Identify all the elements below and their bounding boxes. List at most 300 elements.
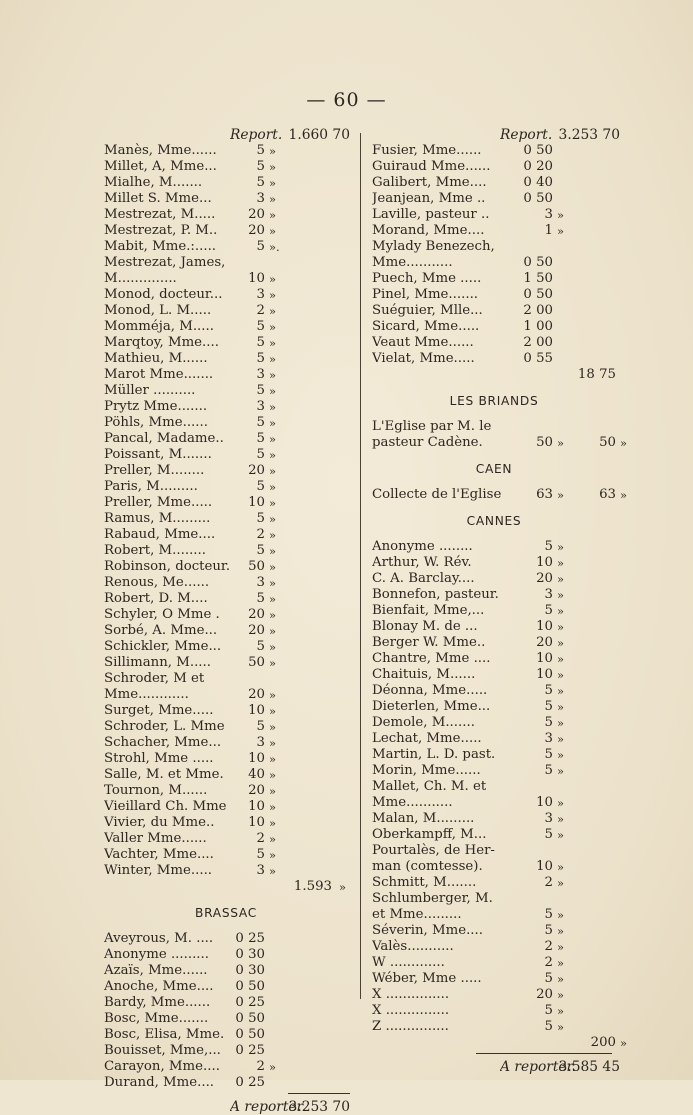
amount-suffix: » bbox=[269, 624, 277, 638]
donation-amount: 5 bbox=[256, 239, 265, 254]
donor-name: Galibert, Mme.... bbox=[372, 175, 487, 190]
amount-suffix: » bbox=[557, 652, 565, 666]
page-number: — 60 — bbox=[306, 89, 387, 111]
amount-suffix: » bbox=[557, 908, 565, 922]
amount-suffix: » bbox=[269, 416, 277, 430]
donor-name: Chantre, Mme .... bbox=[372, 651, 491, 666]
carry-forward-total: 3.585 45 bbox=[558, 1059, 620, 1075]
donation-amount: 10 bbox=[536, 667, 553, 682]
list-item bbox=[368, 143, 620, 159]
brought-forward-row bbox=[368, 127, 620, 143]
donation-amount: 5 bbox=[256, 415, 265, 430]
amount-suffix: » bbox=[269, 320, 277, 334]
donation-amount: 5 bbox=[256, 335, 265, 350]
donor-name: Mialhe, M....... bbox=[104, 175, 203, 190]
donation-amount: 0 50 bbox=[523, 191, 553, 206]
donor-name: Monod, docteur... bbox=[104, 287, 223, 302]
list-item bbox=[100, 303, 352, 319]
donation-amount: 5 bbox=[544, 683, 553, 698]
donation-amount: 10 bbox=[536, 859, 553, 874]
donation-amount: 20 bbox=[248, 783, 265, 798]
list-item bbox=[368, 191, 620, 207]
amount-suffix: » bbox=[557, 436, 565, 450]
subtotal-row bbox=[368, 1035, 628, 1051]
donation-amount: 10 bbox=[536, 795, 553, 810]
donor-name: Azaïs, Mme...... bbox=[104, 963, 208, 978]
donor-name: Millet, A, Mme... bbox=[104, 159, 217, 174]
amount-suffix: » bbox=[269, 864, 277, 878]
donation-amount: 3 bbox=[256, 191, 265, 206]
donation-amount: 5 bbox=[256, 847, 265, 862]
donor-name: Arthur, W. Rév. bbox=[372, 555, 472, 570]
list-item bbox=[368, 795, 620, 811]
donor-name: Valès........... bbox=[372, 939, 454, 954]
list-item bbox=[368, 859, 620, 875]
list-item bbox=[100, 1011, 352, 1027]
list-item bbox=[368, 159, 620, 175]
amount-suffix: » bbox=[269, 736, 277, 750]
amount-suffix: » bbox=[557, 556, 565, 570]
donation-amount: 5 bbox=[256, 719, 265, 734]
list-item bbox=[368, 619, 620, 635]
spacer bbox=[368, 529, 620, 539]
amount-suffix: » bbox=[269, 464, 277, 478]
amount-suffix: » bbox=[269, 512, 277, 526]
donor-name: Mabit, Mme.:..... bbox=[104, 239, 217, 254]
donor-name: Mestrezat, M..... bbox=[104, 207, 216, 222]
donation-amount: 3 bbox=[256, 863, 265, 878]
list-item bbox=[100, 159, 352, 175]
list-item bbox=[100, 623, 352, 639]
donation-amount: 5 bbox=[544, 699, 553, 714]
list-item bbox=[368, 923, 620, 939]
donation-amount: 5 bbox=[256, 175, 265, 190]
list-item bbox=[100, 979, 352, 995]
amount-suffix: » bbox=[269, 528, 277, 542]
donation-amount: 2 00 bbox=[523, 303, 553, 318]
brought-forward-label: Report. bbox=[500, 127, 553, 143]
amount-suffix: » bbox=[269, 224, 277, 238]
amount-suffix: » bbox=[557, 208, 565, 222]
donor-name: Millet S. Mme... bbox=[104, 191, 212, 206]
donor-name: Fusier, Mme...... bbox=[372, 143, 482, 158]
amount-suffix: » bbox=[557, 540, 565, 554]
donation-amount: 2 bbox=[256, 1059, 265, 1074]
list-item bbox=[100, 223, 352, 239]
amount-suffix: » bbox=[557, 716, 565, 730]
donor-name: Vieillard Ch. Mme bbox=[104, 799, 227, 814]
amount-suffix: » bbox=[269, 432, 277, 446]
donor-name: Momméja, M..... bbox=[104, 319, 214, 334]
list-item bbox=[100, 431, 352, 447]
list-item bbox=[368, 955, 620, 971]
donor-name: Schmitt, M....... bbox=[372, 875, 477, 890]
subtotal-row bbox=[100, 879, 352, 895]
donation-amount: 2 00 bbox=[523, 335, 553, 350]
amount-suffix: » bbox=[269, 816, 277, 830]
left-column bbox=[100, 127, 352, 1115]
donor-name: Prytz Mme....... bbox=[104, 399, 208, 414]
amount-suffix: ». bbox=[269, 240, 280, 254]
list-item bbox=[368, 239, 620, 255]
donation-amount: 0 40 bbox=[523, 175, 553, 190]
column-divider bbox=[360, 133, 361, 999]
list-item bbox=[100, 287, 352, 303]
donation-amount: 63 bbox=[536, 487, 553, 502]
donor-name: Oberkampff, M... bbox=[372, 827, 487, 842]
amount-suffix: » bbox=[557, 796, 565, 810]
donation-amount: 2 bbox=[544, 955, 553, 970]
donation-amount: 20 bbox=[536, 571, 553, 586]
list-item bbox=[368, 555, 620, 571]
total-rule bbox=[288, 1093, 350, 1094]
donation-amount: 5 bbox=[256, 511, 265, 526]
donation-amount: 5 bbox=[256, 351, 265, 366]
list-item bbox=[100, 175, 352, 191]
donor-name: Ramus, M......... bbox=[104, 511, 211, 526]
donor-name: Pinel, Mme....... bbox=[372, 287, 479, 302]
donor-name: Martin, L. D. past. bbox=[372, 747, 496, 762]
donor-name: Robinson, docteur. bbox=[104, 559, 231, 574]
spacer bbox=[368, 503, 620, 513]
amount-suffix: » bbox=[269, 272, 277, 286]
amount-suffix: » bbox=[269, 720, 277, 734]
section-heading: CANNES bbox=[466, 514, 522, 528]
list-item bbox=[100, 591, 352, 607]
donor-name: Sorbé, A. Mme... bbox=[104, 623, 218, 638]
section-total-suffix: » bbox=[620, 488, 628, 502]
donor-name: Marqtoy, Mme.... bbox=[104, 335, 219, 350]
amount-suffix: » bbox=[557, 684, 565, 698]
list-item bbox=[100, 575, 352, 591]
donation-amount: 2 bbox=[256, 303, 265, 318]
amount-suffix: » bbox=[557, 604, 565, 618]
donation-amount: 3 bbox=[256, 735, 265, 750]
list-item bbox=[368, 223, 620, 239]
list-item bbox=[368, 827, 620, 843]
list-item bbox=[368, 271, 620, 287]
donation-amount: 5 bbox=[544, 907, 553, 922]
list-item bbox=[368, 175, 620, 191]
amount-suffix: » bbox=[269, 752, 277, 766]
donation-amount: 20 bbox=[536, 635, 553, 650]
donor-name: Déonna, Mme..... bbox=[372, 683, 488, 698]
donor-name: Laville, pasteur .. bbox=[372, 207, 490, 222]
list-item bbox=[100, 527, 352, 543]
amount-suffix: » bbox=[557, 620, 565, 634]
donor-name: Mestrezat, James, bbox=[104, 255, 226, 270]
donor-name: Anoche, Mme.... bbox=[104, 979, 214, 994]
list-item bbox=[368, 335, 620, 351]
donor-name: Valler Mme...... bbox=[104, 831, 207, 846]
list-item bbox=[368, 571, 620, 587]
list-item bbox=[368, 651, 620, 667]
list-item bbox=[368, 319, 620, 335]
donation-amount: 0 50 bbox=[235, 1027, 265, 1042]
donor-name: Rabaud, Mme.... bbox=[104, 527, 216, 542]
list-item bbox=[368, 1003, 620, 1019]
donor-name: Bosc, Elisa, Mme. bbox=[104, 1027, 225, 1042]
list-item bbox=[368, 435, 628, 451]
donation-amount: 10 bbox=[248, 271, 265, 286]
donation-amount: 3 bbox=[256, 287, 265, 302]
donation-amount: 5 bbox=[544, 1003, 553, 1018]
right-column bbox=[368, 127, 628, 1075]
list-item bbox=[100, 191, 352, 207]
donor-name: et Mme......... bbox=[372, 907, 462, 922]
donor-name: Puech, Mme ..... bbox=[372, 271, 482, 286]
list-item bbox=[368, 667, 620, 683]
donor-name: Strohl, Mme ..... bbox=[104, 751, 214, 766]
subtotal-suffix: » bbox=[339, 880, 347, 894]
donation-amount: 50 bbox=[248, 655, 265, 670]
spacer bbox=[368, 451, 620, 461]
list-item bbox=[100, 335, 352, 351]
donation-amount: 0 50 bbox=[523, 143, 553, 158]
list-item bbox=[100, 655, 352, 671]
amount-suffix: » bbox=[269, 544, 277, 558]
section-total: 63 bbox=[599, 487, 616, 502]
brought-forward-label: Report. bbox=[230, 127, 283, 143]
amount-suffix: » bbox=[557, 572, 565, 586]
amount-suffix: » bbox=[269, 592, 277, 606]
donor-name: Mylady Benezech, bbox=[372, 239, 495, 254]
donation-amount: 3 bbox=[256, 367, 265, 382]
donation-amount: 10 bbox=[536, 651, 553, 666]
list-item bbox=[100, 559, 352, 575]
donor-name: Z ............... bbox=[372, 1019, 449, 1034]
donor-name: Schroder, L. Mme bbox=[104, 719, 225, 734]
amount-suffix: » bbox=[269, 608, 277, 622]
donor-name: Schacher, Mme... bbox=[104, 735, 222, 750]
donation-amount: 0 25 bbox=[235, 995, 265, 1010]
amount-suffix: » bbox=[269, 160, 277, 174]
donation-amount: 5 bbox=[544, 923, 553, 938]
donor-name: Mallet, Ch. M. et bbox=[372, 779, 487, 794]
list-item bbox=[100, 735, 352, 751]
list-item bbox=[100, 607, 352, 623]
spacer bbox=[368, 409, 620, 419]
donation-amount: 1 50 bbox=[523, 271, 553, 286]
donation-amount: 10 bbox=[248, 495, 265, 510]
list-item bbox=[368, 731, 620, 747]
list-item bbox=[100, 863, 352, 879]
donation-amount: 0 50 bbox=[235, 979, 265, 994]
carry-forward-total: 3.253 70 bbox=[288, 1099, 350, 1115]
donation-amount: 5 bbox=[544, 747, 553, 762]
donation-amount: 3 bbox=[256, 575, 265, 590]
donation-amount: 5 bbox=[256, 543, 265, 558]
donation-amount: 10 bbox=[536, 619, 553, 634]
donor-name: pasteur Cadène. bbox=[372, 435, 483, 450]
donor-name: Séverin, Mme.... bbox=[372, 923, 483, 938]
list-item bbox=[368, 419, 620, 435]
carry-forward-row bbox=[368, 1059, 620, 1075]
carry-forward-row bbox=[100, 1099, 352, 1115]
donor-name: Poissant, M....... bbox=[104, 447, 212, 462]
donation-amount: 5 bbox=[256, 639, 265, 654]
list-item bbox=[100, 207, 352, 223]
list-item bbox=[368, 303, 620, 319]
list-item bbox=[100, 847, 352, 863]
list-item bbox=[368, 487, 628, 503]
list-item bbox=[100, 367, 352, 383]
list-item bbox=[368, 1019, 620, 1035]
list-item bbox=[100, 963, 352, 979]
donor-name: Guiraud Mme...... bbox=[372, 159, 491, 174]
donor-name: M.............. bbox=[104, 271, 177, 286]
donor-name: Bonnefon, pasteur. bbox=[372, 587, 499, 602]
carry-forward-label: A reporter. bbox=[230, 1099, 307, 1115]
amount-suffix: » bbox=[269, 1060, 277, 1074]
donor-name: Lechat, Mme..... bbox=[372, 731, 482, 746]
amount-suffix: » bbox=[557, 940, 565, 954]
amount-suffix: » bbox=[557, 812, 565, 826]
donor-name: Schyler, O Mme . bbox=[104, 607, 220, 622]
donor-name: X ............... bbox=[372, 1003, 450, 1018]
donor-name: Surget, Mme..... bbox=[104, 703, 214, 718]
amount-suffix: » bbox=[269, 480, 277, 494]
donor-name: Marot Mme....... bbox=[104, 367, 214, 382]
donor-name: L'Eglise par M. le bbox=[372, 419, 492, 434]
donation-amount: 10 bbox=[248, 751, 265, 766]
section-heading: CAEN bbox=[475, 462, 513, 476]
list-item bbox=[368, 207, 620, 223]
donation-amount: 20 bbox=[248, 207, 265, 222]
donation-amount: 0 25 bbox=[235, 1075, 265, 1090]
donor-name: Blonay M. de ... bbox=[372, 619, 478, 634]
donation-amount: 2 bbox=[256, 831, 265, 846]
donor-name: Preller, Mme..... bbox=[104, 495, 213, 510]
donation-amount: 50 bbox=[536, 435, 553, 450]
list-item bbox=[368, 539, 620, 555]
list-item bbox=[100, 463, 352, 479]
donation-amount: 0 50 bbox=[523, 255, 553, 270]
amount-suffix: » bbox=[557, 488, 565, 502]
list-item bbox=[368, 939, 620, 955]
amount-suffix: » bbox=[557, 1004, 565, 1018]
spacer bbox=[368, 383, 620, 393]
list-item bbox=[368, 635, 620, 651]
donor-name: Jeanjean, Mme .. bbox=[372, 191, 486, 206]
amount-suffix: » bbox=[269, 800, 277, 814]
list-item bbox=[100, 831, 352, 847]
list-item bbox=[368, 811, 620, 827]
list-item bbox=[100, 767, 352, 783]
list-item bbox=[100, 447, 352, 463]
list-item bbox=[100, 479, 352, 495]
donation-amount: 5 bbox=[256, 383, 265, 398]
amount-suffix: » bbox=[269, 144, 277, 158]
donor-name: Vielat, Mme..... bbox=[372, 351, 475, 366]
list-item bbox=[100, 995, 352, 1011]
donation-amount: 3 bbox=[544, 587, 553, 602]
donor-name: Tournon, M...... bbox=[104, 783, 208, 798]
donation-amount: 50 bbox=[248, 559, 265, 574]
amount-suffix: » bbox=[269, 352, 277, 366]
amount-suffix: » bbox=[557, 972, 565, 986]
list-item bbox=[100, 271, 352, 287]
donor-name: Mme............ bbox=[104, 687, 189, 702]
list-item bbox=[368, 747, 620, 763]
donation-amount: 20 bbox=[248, 687, 265, 702]
donor-name: Bienfait, Mme,... bbox=[372, 603, 485, 618]
total-rule bbox=[476, 1053, 612, 1054]
donor-name: Mme........... bbox=[372, 795, 453, 810]
donation-amount: 10 bbox=[248, 703, 265, 718]
list-item bbox=[100, 399, 352, 415]
donor-name: Pöhls, Mme...... bbox=[104, 415, 208, 430]
donor-name: Müller .......... bbox=[104, 383, 196, 398]
list-item bbox=[100, 671, 352, 687]
donor-name: Robert, M........ bbox=[104, 543, 206, 558]
amount-suffix: » bbox=[557, 828, 565, 842]
donation-amount: 0 20 bbox=[523, 159, 553, 174]
list-item bbox=[100, 143, 352, 159]
list-item bbox=[368, 603, 620, 619]
donor-name: Vivier, du Mme.. bbox=[104, 815, 215, 830]
amount-suffix: » bbox=[557, 956, 565, 970]
amount-suffix: » bbox=[269, 336, 277, 350]
donor-name: Schroder, M et bbox=[104, 671, 205, 686]
donor-name: Collecte de l'Eglise bbox=[372, 487, 502, 502]
donor-name: Berger W. Mme.. bbox=[372, 635, 486, 650]
donor-name: Carayon, Mme.... bbox=[104, 1059, 220, 1074]
section-total: 50 bbox=[599, 435, 616, 450]
list-item bbox=[368, 715, 620, 731]
list-item bbox=[368, 351, 620, 367]
donation-amount: 40 bbox=[248, 767, 265, 782]
donation-amount: 0 30 bbox=[235, 947, 265, 962]
list-item bbox=[368, 287, 620, 303]
donor-name: Preller, M........ bbox=[104, 463, 205, 478]
donor-name: Anonyme ......... bbox=[104, 947, 209, 962]
donor-name: Paris, M......... bbox=[104, 479, 198, 494]
list-item bbox=[100, 1059, 352, 1075]
donor-name: Dieterlen, Mme... bbox=[372, 699, 491, 714]
amount-suffix: » bbox=[269, 208, 277, 222]
list-item bbox=[100, 415, 352, 431]
spacer bbox=[100, 895, 352, 905]
amount-suffix: » bbox=[269, 576, 277, 590]
donation-amount: 5 bbox=[256, 591, 265, 606]
donor-name: Robert, D. M.... bbox=[104, 591, 208, 606]
donation-amount: 20 bbox=[536, 987, 553, 1002]
donor-name: Bardy, Mme...... bbox=[104, 995, 211, 1010]
spacer bbox=[100, 921, 352, 931]
amount-suffix: » bbox=[269, 368, 277, 382]
donation-amount: 10 bbox=[248, 815, 265, 830]
carry-forward-label: A reporter. bbox=[500, 1059, 577, 1075]
amount-suffix: » bbox=[269, 288, 277, 302]
amount-suffix: » bbox=[557, 924, 565, 938]
amount-suffix: » bbox=[557, 588, 565, 602]
donor-name: Salle, M. et Mme. bbox=[104, 767, 224, 782]
amount-suffix: » bbox=[269, 688, 277, 702]
list-item bbox=[368, 779, 620, 795]
donation-amount: 5 bbox=[544, 827, 553, 842]
donor-name: Pancal, Madame.. bbox=[104, 431, 224, 446]
donor-name: Malan, M......... bbox=[372, 811, 475, 826]
donation-amount: 5 bbox=[256, 159, 265, 174]
subtotal-row bbox=[368, 367, 620, 383]
amount-suffix: » bbox=[269, 448, 277, 462]
list-item bbox=[100, 639, 352, 655]
subtotal-amount: 200 bbox=[590, 1035, 616, 1050]
donor-name: W ............. bbox=[372, 955, 445, 970]
donor-name: Schlumberger, M. bbox=[372, 891, 493, 906]
list-item bbox=[368, 987, 620, 1003]
